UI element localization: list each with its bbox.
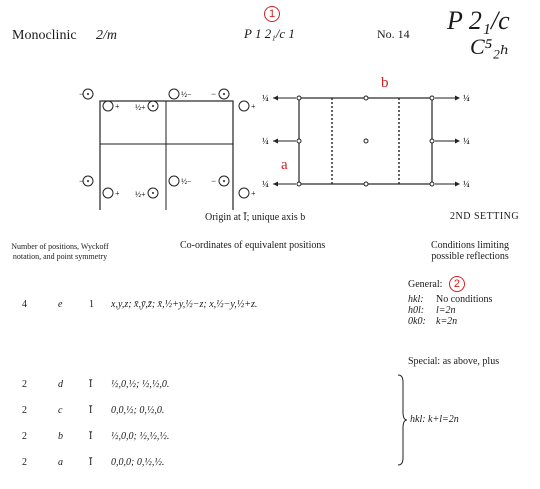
general-label — [408, 276, 465, 292]
svg-text:½+: ½+ — [135, 103, 146, 112]
condition-row: hkl: No conditions — [408, 294, 493, 305]
coords-header: Co-ordinates of equivalent positions — [180, 240, 326, 251]
setting-label: 2ND SETTING — [450, 211, 520, 222]
positions-header: Number of positions, Wyckoff notation, and point symmetry — [11, 242, 109, 261]
svg-text:¼: ¼ — [463, 93, 470, 103]
svg-text:¼: ¼ — [262, 136, 269, 146]
special-condition: hkl: k+l=2n — [410, 414, 459, 425]
marker-1-label: 1 — [264, 6, 280, 22]
marker-2: 2 — [449, 276, 465, 292]
svg-text:¼: ¼ — [463, 136, 470, 146]
svg-text:+: + — [115, 189, 120, 198]
axis-label-a: a — [281, 157, 288, 173]
svg-text:¼: ¼ — [262, 179, 269, 189]
full-symbol: P 1 2₁/c 1 — [244, 26, 295, 41]
short-symbol: P 2₁/c — [447, 6, 510, 35]
origin-line: Origin at Ī; unique axis b — [205, 212, 306, 223]
special-brace — [396, 374, 408, 466]
svg-text:¼: ¼ — [262, 93, 269, 103]
special-row-b: 2 b Ī ½,0,0; ½,½,½. — [22, 431, 170, 442]
svg-text:½−: ½− — [181, 177, 192, 186]
svg-text:¼: ¼ — [463, 179, 470, 189]
marker-1 — [264, 4, 280, 22]
svg-text:½−: ½− — [181, 90, 192, 99]
general-wyckoff: e — [58, 299, 63, 310]
condition-row: h0l: l=2n — [408, 305, 456, 316]
axis-label-b: b — [381, 75, 389, 91]
symmetry-diagrams — [0, 70, 540, 210]
svg-text:−: − — [79, 176, 85, 186]
diagram-plus: + — [115, 102, 120, 111]
svg-text:+: + — [251, 189, 256, 198]
point-group: 2/m — [96, 28, 117, 43]
general-multiplicity: 4 — [22, 299, 27, 310]
symmetry-element-diagram — [262, 75, 470, 189]
special-row-a: 2 a Ī 0,0,0; 0,½,½. — [22, 457, 165, 468]
schoenflies-symbol: C⁵₂ₕ — [470, 34, 510, 59]
general-coords: x,y,z; x̄,ȳ,z̄; x̄,½+y,½−z; x,½−y,½+z. — [111, 299, 258, 310]
crystal-system: Monoclinic — [12, 28, 77, 43]
position-diagram — [79, 89, 256, 210]
special-row-d: 2 d Ī ½,0,½; ½,½,0. — [22, 379, 170, 390]
special-row-c: 2 c Ī 0,0,½; 0,½,0. — [22, 405, 165, 416]
special-label: Special: as above, plus — [408, 356, 500, 367]
general-label-text: General: — [408, 279, 443, 290]
svg-text:−: − — [211, 89, 217, 99]
diagram-minus: − — [79, 89, 85, 99]
general-symmetry: 1 — [89, 299, 94, 310]
condition-row: 0k0: k=2n — [408, 316, 458, 327]
svg-text:½+: ½+ — [135, 190, 146, 199]
general-conditions — [408, 294, 492, 327]
svg-text:−: − — [211, 176, 217, 186]
space-group-number: No. 14 — [377, 27, 410, 41]
conditions-header: Conditions limiting possible reflections — [430, 240, 510, 262]
svg-text:+: + — [251, 102, 256, 111]
